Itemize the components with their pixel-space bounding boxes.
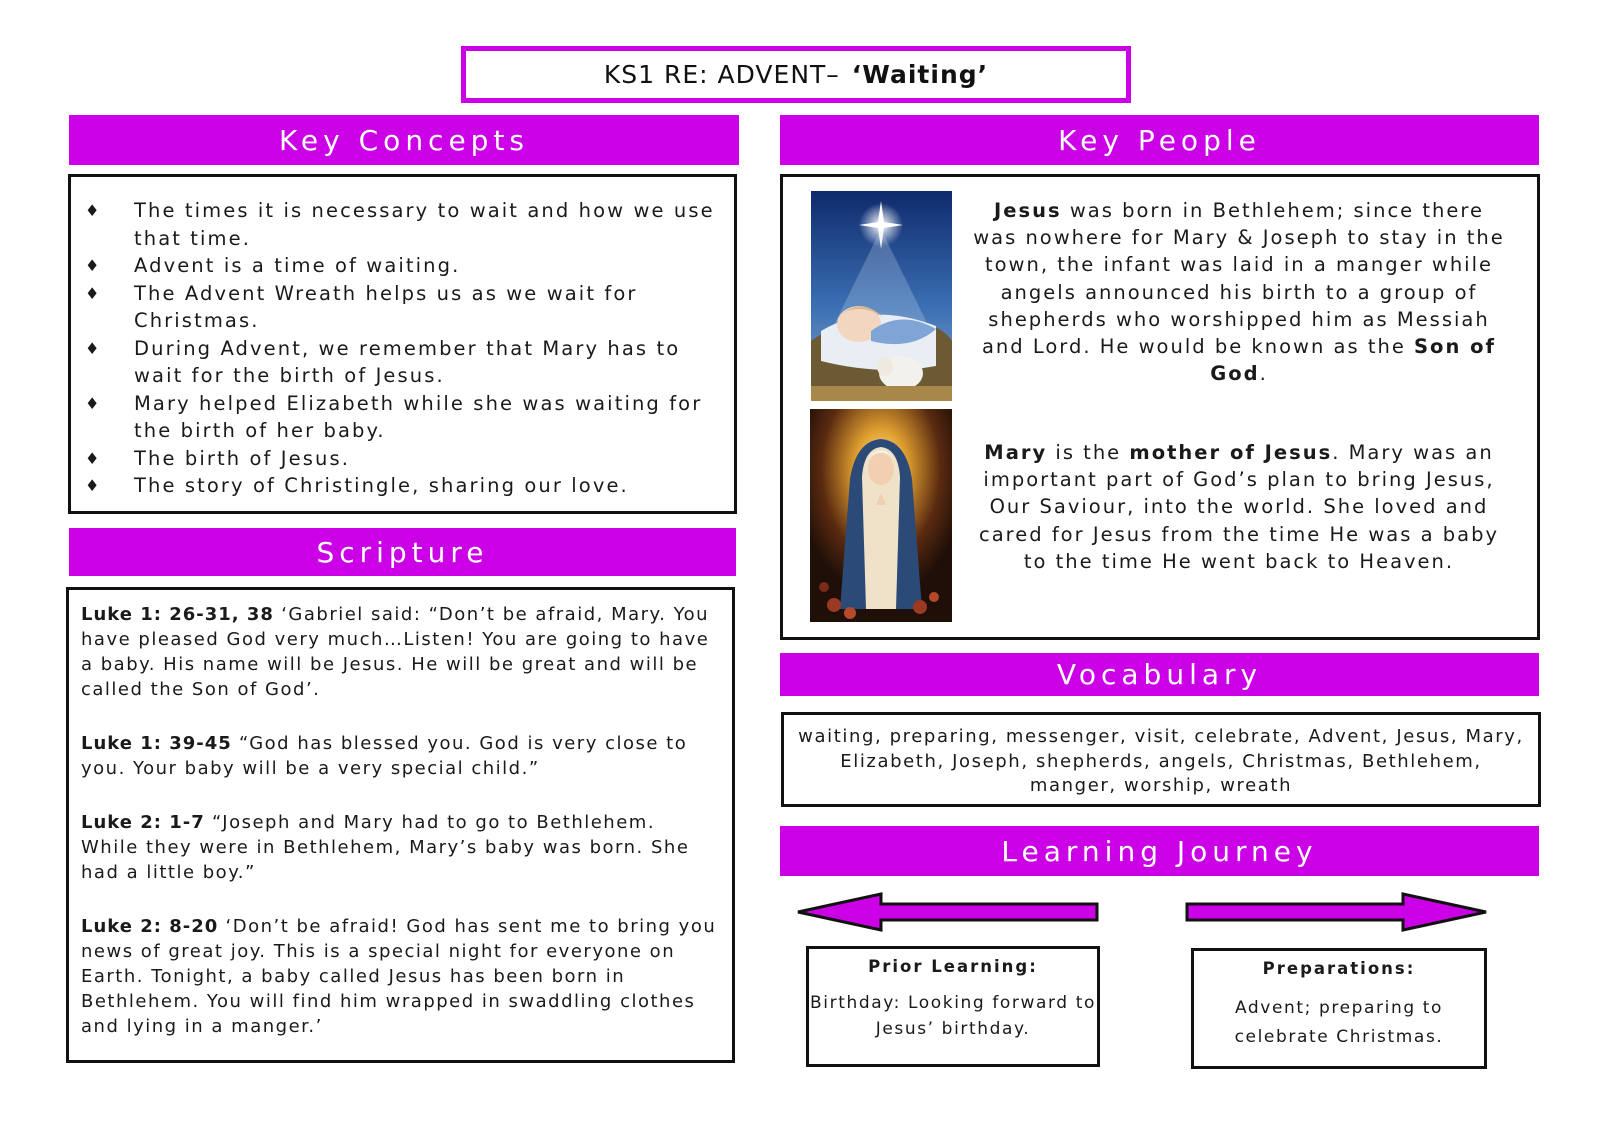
key-people-heading: Key People [1058, 123, 1261, 157]
vocabulary-words: waiting, preparing, messenger, visit, celebrate, Advent, Jesus, Mary, Elizabeth, Joseph, shepherds, angels, Christmas, Bethlehem, manger, worship, wreath [798, 726, 1524, 796]
scripture-passage: Luke 2: 8-20 ‘Don’t be afraid! God has sent me to bring you news of great joy. This is a special night for everyone on Earth. Tonight, a baby called Jesus has been born in Bethlehem. You will find him wrapped in swaddling clothes and lying in a manger.’ [81, 916, 717, 1037]
jesus-name: Jesus [994, 199, 1062, 222]
bullet-icon: ♦ [85, 448, 102, 468]
scripture-ref: Luke 1: 26-31, 38 [81, 604, 274, 625]
prior-learning-body: Birthday: Looking forward to Jesus’ birthday. [810, 993, 1096, 1039]
bullet-icon: ♦ [85, 256, 102, 275]
key-people-panel [780, 174, 1540, 640]
left-arrow-icon [795, 891, 1101, 933]
scripture-ref: Luke 2: 8-20 [81, 916, 219, 937]
scripture-passage: Luke 1: 26-31, 38 ‘Gabriel said: “Don’t be afraid, Mary. You have pleased God very much…Listen! You are going to have a baby. His name will be Jesus. He will be great and will be called the Son of God’. [81, 604, 710, 700]
list-item: ♦ Mary helped Elizabeth while she was waiting for the birth of her baby. [85, 391, 703, 442]
list-item: ♦ The Advent Wreath helps us as we wait for Christmas. [85, 281, 638, 332]
son-of-god-emph: Son of God [1210, 335, 1497, 386]
bullet-icon: ♦ [85, 283, 102, 303]
preparations-box [1191, 948, 1487, 1069]
list-item: ♦ The times it is necessary to wait and how we use that time. [85, 199, 715, 250]
key-people-header [780, 115, 1539, 165]
bullet-icon: ♦ [85, 338, 102, 358]
scripture-ref: Luke 1: 39-45 [81, 733, 232, 754]
vocabulary-header [780, 653, 1539, 696]
preparations-body: Advent; preparing to celebrate Christmas. [1234, 998, 1444, 1047]
learning-journey-header [780, 826, 1539, 876]
scripture-passage: Luke 2: 1-7 “Joseph and Mary had to go to Bethlehem. While they were in Bethlehem, Mary’s baby was born. She had a little boy.” [81, 812, 690, 883]
list-item: ♦ The birth of Jesus. [85, 445, 720, 473]
bullet-icon: ♦ [85, 201, 102, 220]
prior-learning-box [806, 946, 1100, 1067]
bullet-icon: ♦ [85, 476, 102, 495]
key-concepts-header [69, 115, 739, 165]
vocabulary-panel [781, 712, 1541, 807]
prior-learning-title: Prior Learning: [868, 957, 1038, 976]
baby-jesus-image [811, 191, 952, 401]
scripture-heading: Scripture [316, 535, 489, 569]
title-main: KS1 RE: ADVENT– [603, 60, 840, 89]
right-arrow-icon [1183, 891, 1489, 933]
mary-image [810, 409, 952, 622]
key-concepts-panel [68, 174, 737, 514]
key-concepts-heading: Key Concepts [278, 123, 530, 157]
scripture-panel [66, 587, 735, 1063]
preparations-title: Preparations: [1262, 959, 1416, 978]
title-quote: ‘Waiting’ [851, 60, 989, 89]
scripture-header [69, 528, 736, 576]
list-item: ♦ The story of Christingle, sharing our love. [85, 472, 720, 500]
jesus-description: Jesus was born in Bethlehem; since there was nowhere for Mary & Joseph to stay in the town, the infant was laid in a manger while angels announced his birth to a group of shepherds who worshipped him as Messiah and Lord. He would be known as the Son of God. [973, 199, 1505, 386]
mary-description: Mary is the mother of Jesus. Mary was an important part of God’s plan to bring Jesus, Our Saviour, into the world. She loved and cared for Jesus from the time He was a baby to the time He went back to Heaven. [978, 441, 1499, 573]
learning-journey-heading: Learning Journey [1001, 834, 1318, 868]
bullet-icon: ♦ [85, 393, 102, 413]
scripture-passage: Luke 1: 39-45 “God has blessed you. God is very close to you. Your baby will be a very special child.” [81, 733, 688, 779]
list-item: ♦ Advent is a time of waiting. [85, 252, 720, 280]
scripture-ref: Luke 2: 1-7 [81, 812, 205, 833]
mary-name: Mary [984, 441, 1048, 464]
mother-of-jesus-emph: mother of Jesus [1129, 441, 1333, 464]
page-title [461, 46, 1131, 103]
key-concepts-list [71, 177, 734, 500]
list-item: ♦ During Advent, we remember that Mary has to wait for the birth of Jesus. [85, 336, 681, 387]
vocabulary-heading: Vocabulary [1056, 658, 1263, 691]
